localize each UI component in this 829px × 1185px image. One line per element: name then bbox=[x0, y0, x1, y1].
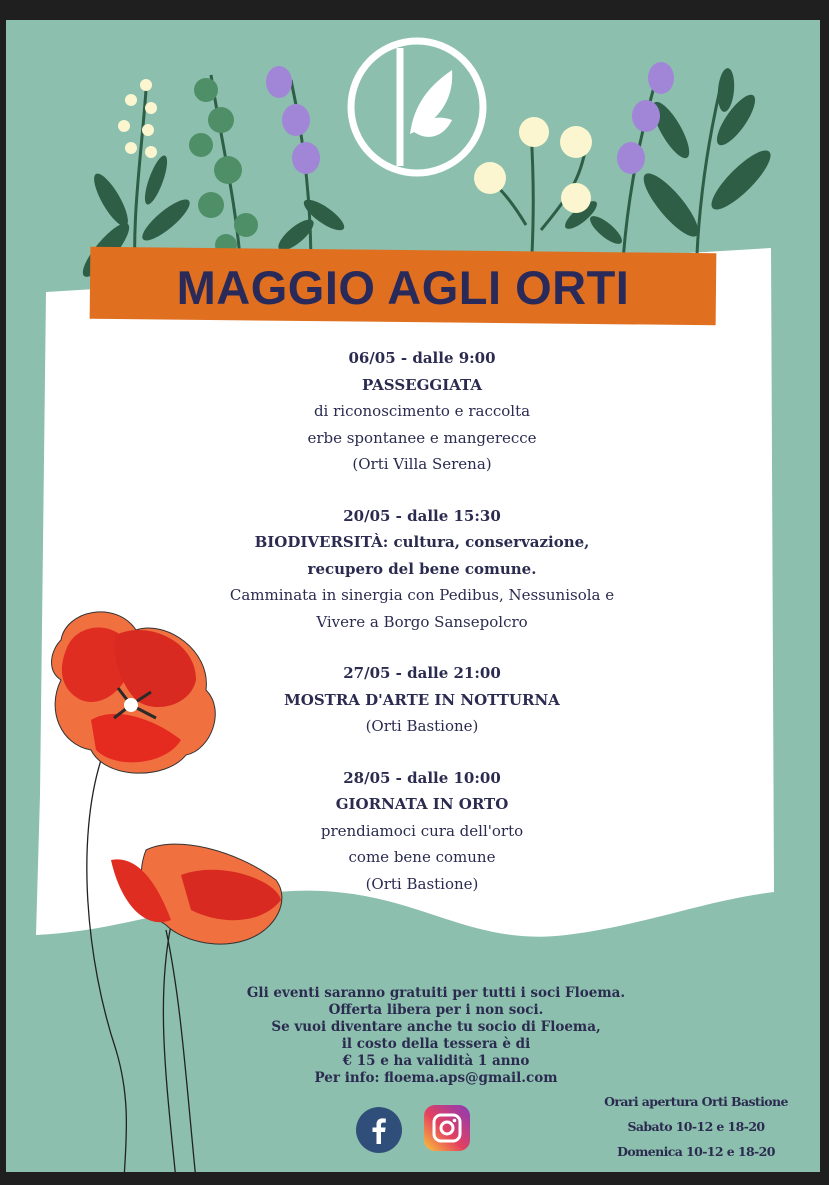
event-date: 06/05 - dalle 9:00 bbox=[348, 349, 496, 367]
opening-hours bbox=[586, 1094, 806, 1169]
social-links bbox=[356, 1105, 486, 1157]
instagram-icon[interactable] bbox=[424, 1105, 470, 1151]
event-detail: di riconoscimento e raccolta bbox=[313, 402, 531, 420]
page-title: MAGGIO AGLI ORTI bbox=[176, 261, 630, 314]
event-detail: come bene comune bbox=[348, 848, 496, 866]
event-date: 20/05 - dalle 15:30 bbox=[343, 506, 501, 525]
facebook-icon[interactable] bbox=[356, 1107, 402, 1153]
event-location: (Orti Villa Serena) bbox=[352, 455, 492, 473]
info-email[interactable]: Per info: floema.aps@gmail.com bbox=[314, 1070, 558, 1086]
event-item bbox=[186, 345, 658, 478]
event-detail: erbe spontanee e mangerecce bbox=[307, 428, 537, 447]
event-date: 27/05 - dalle 21:00 bbox=[343, 664, 501, 682]
floema-logo bbox=[344, 34, 490, 180]
poster bbox=[6, 20, 820, 1172]
hours-sunday: Domenica 10-12 e 18-20 bbox=[617, 1144, 775, 1159]
event-detail: Camminata in sinergia con Pedibus, Nessunisola e bbox=[229, 586, 615, 604]
event-location: (Orti Bastione) bbox=[365, 717, 479, 735]
info-line: Gli eventi saranno gratuiti per tutti i soci Floema. bbox=[246, 985, 626, 1001]
event-headline: PASSEGGIATA bbox=[361, 375, 483, 394]
event-headline: GIORNATA IN ORTO bbox=[335, 795, 509, 813]
event-detail: Vivere a Borgo Sansepolcro bbox=[316, 612, 528, 631]
event-headline: recupero del bene comune. bbox=[307, 559, 537, 578]
hours-title: Orari apertura Orti Bastione bbox=[604, 1094, 788, 1109]
event-headline: MOSTRA D'ARTE IN NOTTURNA bbox=[284, 690, 560, 709]
event-detail: prendiamoci cura dell'orto bbox=[320, 821, 524, 840]
event-location: (Orti Bastione) bbox=[365, 874, 479, 893]
info-line: Se vuoi diventare anche tu socio di Floema, bbox=[271, 1019, 601, 1035]
info-line: il costo della tessera è di bbox=[341, 1036, 531, 1052]
event-headline: BIODIVERSITÀ: cultura, conservazione, bbox=[254, 533, 590, 551]
hours-saturday: Sabato 10-12 e 18-20 bbox=[627, 1119, 765, 1134]
info-line: Offerta libera per i non soci. bbox=[328, 1002, 544, 1018]
membership-info bbox=[206, 985, 666, 1087]
event-date: 28/05 - dalle 10:00 bbox=[343, 768, 501, 787]
info-line: € 15 e ha validità 1 anno bbox=[342, 1053, 530, 1069]
